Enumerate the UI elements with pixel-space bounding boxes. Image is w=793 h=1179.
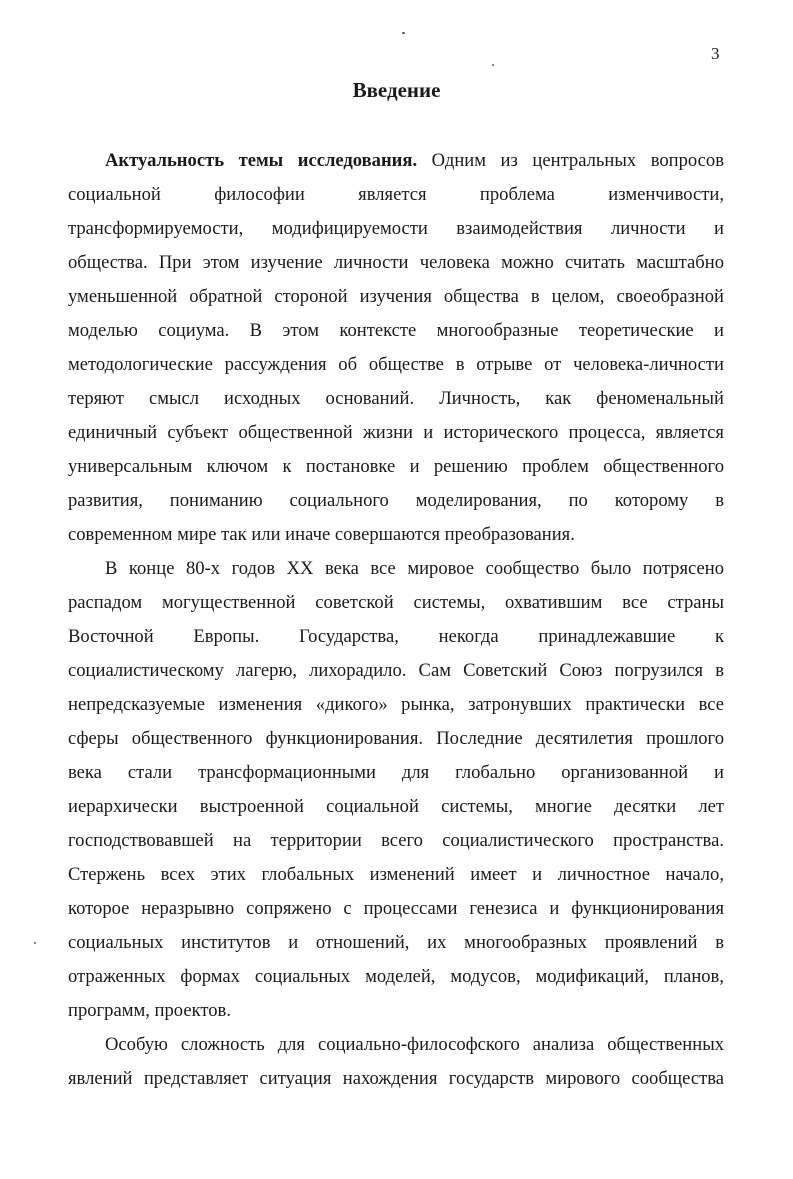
section-title: Введение [352,78,441,102]
text-line: общества. При этом изучение личности человека можно считать масштабно [68,252,724,273]
page-number: 3 [711,44,720,63]
text-line: Стержень всех этих глобальных изменений имеет и личностное начало, [68,864,724,885]
document-body [68,146,724,1098]
text-line: универсальным ключом к постановке и решению проблем общественного [68,456,724,477]
text-line: уменьшенной обратной стороной изучения общества в целом, своеобразной [68,286,724,307]
text-line: В конце 80-х годов XX века все мировое сообщество было потрясено [105,558,724,579]
text-line: Актуальность темы исследования. Одним из центральных вопросов [105,150,724,171]
text-line: теряют смысл исходных оснований. Личность, как феноменальный [68,388,724,409]
scan-speck [492,64,494,66]
text-line: методологические рассуждения об обществе в отрыве от человека-личности [68,354,724,375]
text-line: программ, проектов. [68,1000,231,1021]
text-line: распадом могущественной советской системы, охватившим все страны [68,592,724,613]
text-line: развития, пониманию социального моделирования, по которому в [68,490,724,511]
text-line: единичный субъект общественной жизни и исторического процесса, является [68,422,724,443]
text-line: Особую сложность для социально-философского анализа общественных [105,1034,724,1055]
text-line: Восточной Европы. Государства, некогда принадлежавшие к [68,626,724,647]
text-line: современном мире так или иначе совершаются преобразования. [68,524,575,545]
text-line: которое неразрывно сопряжено с процессами генезиса и функционирования [68,898,724,919]
text-line: моделью социума. В этом контексте многообразные теоретические и [68,320,724,341]
scan-speck [34,942,36,944]
text-line: социалистическому лагерю, лихорадило. Сам Советский Союз погрузился в [68,660,724,681]
text-line: иерархически выстроенной социальной системы, многие десятки лет [68,796,724,817]
text-line: трансформируемости, модифицируемости взаимодействия личности и [68,218,724,239]
text-line: социальных институтов и отношений, их многообразных проявлений в [68,932,724,953]
scan-speck [402,32,405,34]
text-line: отраженных формах социальных моделей, модусов, модификаций, планов, [68,966,724,987]
text-line: социальной философии является проблема изменчивости, [68,184,724,205]
text-line: явлений представляет ситуация нахождения государств мирового сообщества [68,1068,724,1089]
text-line: непредсказуемые изменения «дикого» рынка, затронувших практически все [68,694,724,715]
lead-heading: Актуальность темы исследования. [105,150,418,171]
text-line: века стали трансформационными для глобально организованной и [68,762,724,783]
text-line: господствовавшей на территории всего социалистического пространства. [68,830,724,851]
text-line: сферы общественного функционирования. Последние десятилетия прошлого [68,728,724,749]
